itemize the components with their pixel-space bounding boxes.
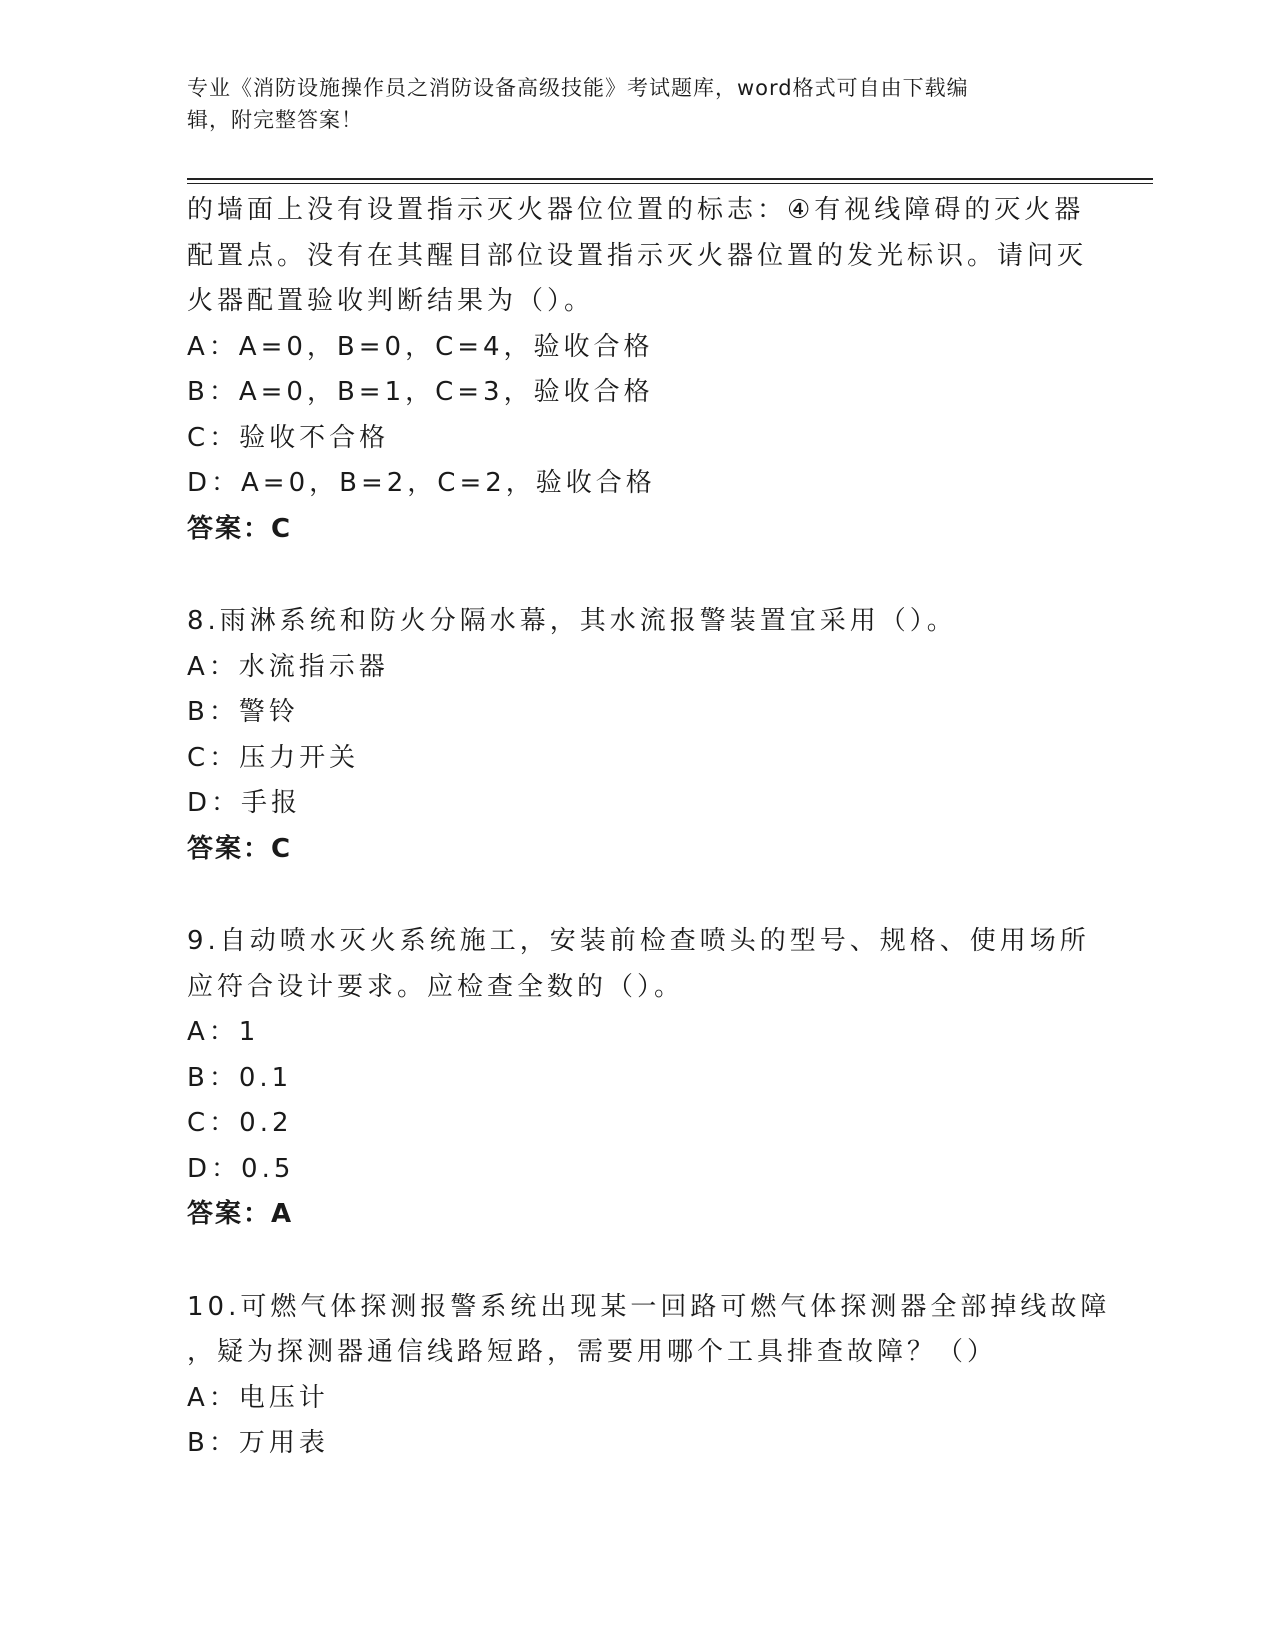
question-block xyxy=(187,1285,1111,1467)
spacer xyxy=(187,552,1087,599)
question-text-line: 8.雨淋系统和防火分隔水幕，其水流报警装置宜采用（）。 xyxy=(187,606,957,636)
question-block xyxy=(187,919,1090,1238)
option-d: D：手报 xyxy=(187,788,302,818)
answer-line: 答案：A xyxy=(187,1199,294,1229)
option-b: B：A=0，B=1，C=3，验收合格 xyxy=(187,377,654,407)
option-b: B：警铃 xyxy=(187,697,299,727)
spacer xyxy=(187,1238,1087,1285)
option-c: C：验收不合格 xyxy=(187,422,390,453)
option-a: A：1 xyxy=(187,1017,260,1047)
question-text-line: 应符合设计要求。应检查全数的（）。 xyxy=(187,971,685,1002)
answer-line: 答案：C xyxy=(187,833,293,864)
question-text-line: 配置点。没有在其醒目部位设置指示灭火器位置的发光标识。请问灭 xyxy=(187,240,1088,271)
question-text-line: 10.可燃气体探测报警系统出现某一回路可燃气体探测器全部掉线故障 xyxy=(187,1291,1111,1322)
header-line-1: 专业《消防设施操作员之消防设备高级技能》考试题库，word格式可自由下载编 xyxy=(187,76,969,100)
header-divider-thin xyxy=(187,183,1153,184)
answer-line: 答案：C xyxy=(187,513,293,544)
header-divider-thick xyxy=(187,178,1153,180)
option-b: B：万用表 xyxy=(187,1428,329,1458)
question-text-line: 火器配置验收判断结果为（）。 xyxy=(187,286,595,316)
question-block xyxy=(187,188,1087,552)
option-d: D：0.5 xyxy=(187,1153,295,1184)
header-line-2: 辑，附完整答案！ xyxy=(187,108,363,132)
option-c: C：压力开关 xyxy=(187,742,360,773)
option-a: A：A=0，B=0，C=4，验收合格 xyxy=(187,331,654,362)
question-text-line: ，疑为探测器通信线路短路，需要用哪个工具排查故障？（） xyxy=(187,1337,998,1367)
option-a: A：电压计 xyxy=(187,1382,329,1413)
option-d: D：A=0，B=2，C=2，验收合格 xyxy=(187,468,656,498)
question-block xyxy=(187,599,1087,872)
document-header xyxy=(187,72,1067,136)
question-text-line: 的墙面上没有设置指示灭火器位位置的标志：④有视线障碍的灭火器 xyxy=(187,195,1085,225)
option-b: B：0.1 xyxy=(187,1062,293,1093)
question-list xyxy=(187,188,1111,1467)
question-text-line: 9.自动喷水灭火系统施工，安装前检查喷头的型号、规格、使用场所 xyxy=(187,926,1090,956)
option-a: A：水流指示器 xyxy=(187,651,389,682)
option-c: C：0.2 xyxy=(187,1108,293,1138)
spacer xyxy=(187,872,1087,919)
